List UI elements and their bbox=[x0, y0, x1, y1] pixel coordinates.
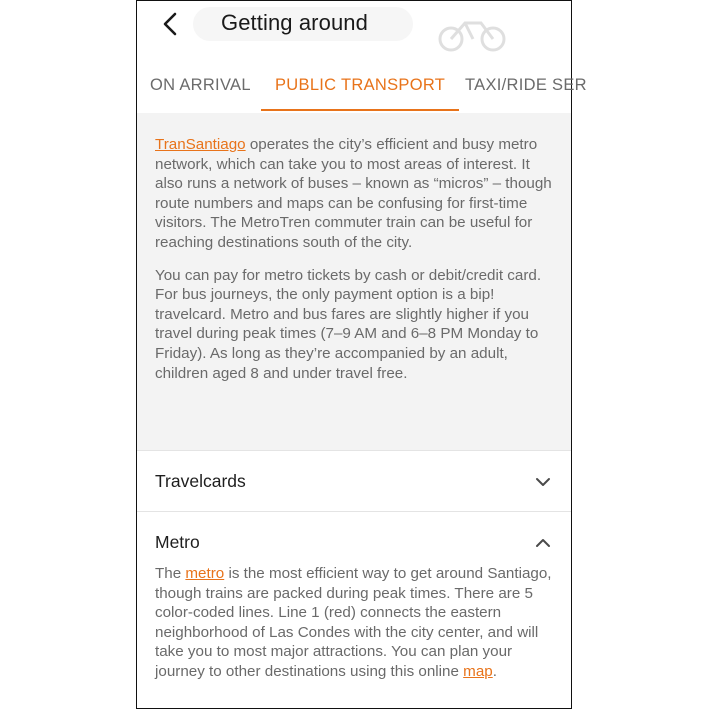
back-button[interactable] bbox=[155, 9, 185, 39]
chevron-up-icon bbox=[535, 535, 551, 551]
metro-link[interactable]: metro bbox=[185, 565, 225, 582]
intro-paragraph-2: You can pay for metro tickets by cash or debit/credit card. For bus journeys, the only payment option is a bip! travelcard. Metro and bus fares are slightly higher if you travel during peak times (7–9 AM and 6–8 PM Monday to Friday). As long as they’re accompanied by an adult, children aged 8 and under travel free. bbox=[155, 266, 542, 382]
transantiago-link[interactable]: TranSantiago bbox=[155, 136, 246, 153]
app-header bbox=[137, 1, 571, 49]
tab-on-arrival[interactable]: ON ARRIVAL bbox=[150, 76, 251, 94]
chevron-down-icon bbox=[535, 474, 551, 490]
metro-text-before: The bbox=[155, 565, 186, 582]
intro-panel bbox=[137, 113, 571, 451]
travelcards-label: Travelcards bbox=[155, 471, 246, 491]
phone-screen bbox=[136, 0, 587, 709]
travelcards-accordion[interactable] bbox=[137, 452, 571, 512]
chevron-left-icon bbox=[163, 12, 177, 36]
intro-paragraph-1-text: operates the city’s efficient and busy metro network, which can take you to most areas of interest. It also runs a network of buses – known as “micros” – though route numbers and maps can be confusing for first-time visitors. The MetroTren commuter train can be useful for reaching destinations south of the city. bbox=[155, 136, 552, 251]
map-link[interactable]: map bbox=[463, 662, 493, 680]
tab-public-transport[interactable]: PUBLIC TRANSPORT bbox=[275, 63, 445, 111]
metro-description bbox=[155, 564, 555, 682]
tab-taxi-ride-services[interactable]: TAXI/RIDE SER bbox=[465, 76, 587, 94]
bicycle-icon bbox=[437, 17, 507, 53]
tab-bar bbox=[137, 63, 587, 113]
page-title: Getting around bbox=[221, 10, 368, 35]
metro-label: Metro bbox=[155, 532, 200, 552]
intro-paragraph-1 bbox=[155, 135, 553, 253]
metro-text-after: . bbox=[492, 662, 497, 680]
metro-text-middle: is the most efficient way to get around Santiago, though trains are packed during peak times. There are 5 color-coded lines. Line 1 (red) connects the eastern neighborhood of Las Condes with the city center, and will take you to most major attractions. You can plan your journey to other destinations using this online bbox=[155, 565, 552, 680]
